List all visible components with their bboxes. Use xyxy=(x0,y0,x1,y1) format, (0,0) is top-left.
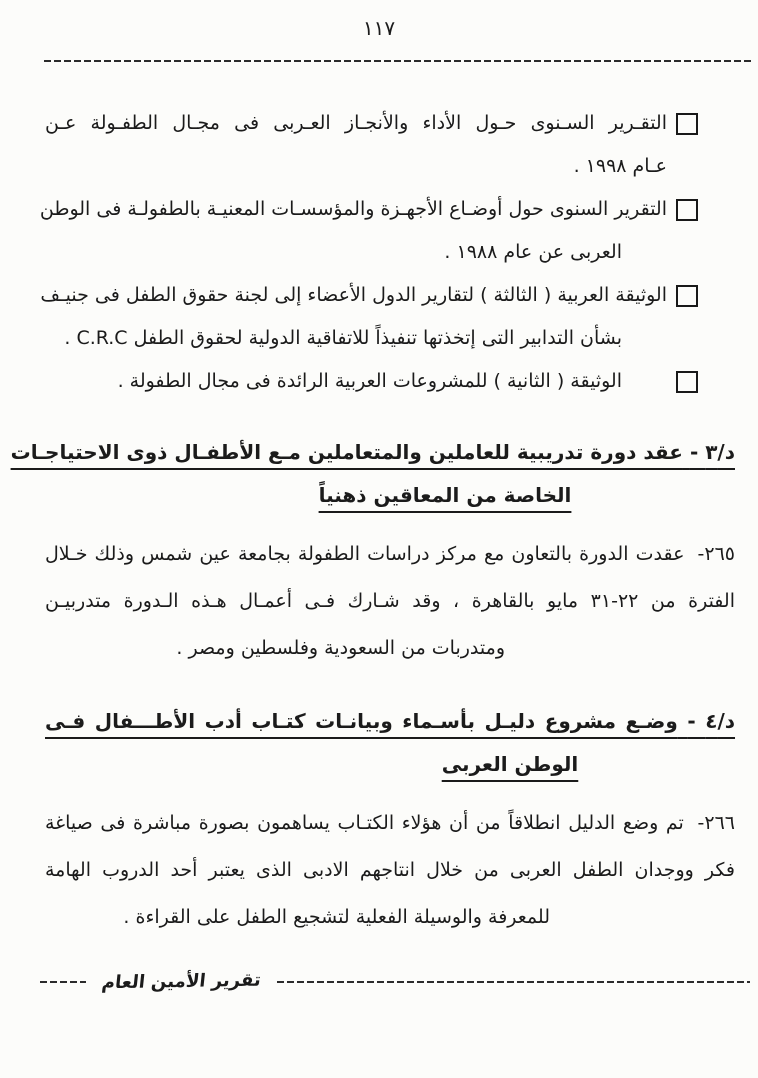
paragraph-line: ومتدربات من السعودية وفلسطين ومصر . xyxy=(176,637,505,659)
paragraph-line: الفترة من ٢٢-٣١ مايو بالقاهرة ، وقد شـارك فـى أعمـال هـذه الـدورة متدربيـن xyxy=(45,590,735,612)
bullet-line: الوثيقة العربية ( الثالثة ) لتقارير الدول الأعضاء إلى لجنة حقوق الطفل فى جنيـف xyxy=(40,284,667,306)
bullet-text xyxy=(39,188,667,274)
checkbox-icon xyxy=(676,371,698,393)
paragraph-number: ٢٦٥- xyxy=(697,543,735,565)
header-divider xyxy=(44,60,752,62)
bullet-line: عـام ١٩٩٨ . xyxy=(573,155,667,177)
bullet-text xyxy=(45,360,667,403)
heading-line: الوطن العربى xyxy=(441,752,579,776)
numbered-paragraph xyxy=(45,800,735,941)
checkbox-icon xyxy=(676,113,698,135)
heading-line: الخاصة من المعاقين ذهنياً xyxy=(318,483,572,507)
section-heading xyxy=(10,431,735,517)
checkbox-icon xyxy=(676,199,698,221)
page-footer xyxy=(40,971,750,992)
checkbox-icon xyxy=(676,285,698,307)
bullet-text xyxy=(45,102,667,188)
paragraph-text: عقدت الدورة بالتعاون مع مركز دراسات الطفولة بجامعة عين شمس وذلك خـلال xyxy=(45,543,685,565)
paragraph-number: ٢٦٦- xyxy=(697,812,736,834)
paragraph-line xyxy=(45,531,735,578)
paragraph-text: تم وضع الدليل انطلاقاً من أن هؤلاء الكتـاب يساهمون بصورة مباشرة فى صياغة xyxy=(45,812,684,834)
paragraph-line: فكر ووجدان الطفل العربى من خلال انتاجهم الادبى الذى يعتبر أحد الدروب الهامة xyxy=(45,859,735,881)
bullet-line: التقرير السنوى حول أوضـاع الأجهـزة والمؤسسـات المعنيـة بالطفولـة فى الوطن xyxy=(39,198,667,220)
footer-signature-label: تقرير الأمين العام xyxy=(100,969,262,994)
heading-line xyxy=(10,431,735,474)
heading-text: وضـع مشروع دليـل بأسـماء وبيانـات كتـاب أدب الأطـــفال فـى xyxy=(45,709,678,733)
heading-index: د/٤ - xyxy=(687,709,736,733)
footer-rule xyxy=(277,981,750,983)
section-heading xyxy=(45,700,735,786)
paragraph-line xyxy=(45,800,735,847)
bullet-line: الوثيقة ( الثانية ) للمشروعات العربية الرائدة فى مجال الطفولة . xyxy=(117,370,622,392)
paragraph-line: للمعرفة والوسيلة الفعلية لتشجيع الطفل على القراءة . xyxy=(123,906,550,928)
bullet-line: التقـرير السـنوى حـول الأداء والأنجـاز العـربى فى مجـال الطفـولة عـن xyxy=(45,112,667,134)
numbered-paragraph xyxy=(45,531,735,672)
bullet-list xyxy=(39,102,698,403)
heading-index: د/٣ - xyxy=(689,440,735,464)
heading-text: عقد دورة تدريبية للعاملين والمتعاملين مـع الأطفـال ذوى الاحتياجـات xyxy=(10,440,683,464)
heading-line xyxy=(45,700,735,743)
bullet-line: بشأن التدابير التى إتخذتها تنفيذاً للاتفاقية الدولية لحقوق الطفل C.R.C . xyxy=(64,327,622,349)
list-item xyxy=(45,102,698,188)
footer-short-dash xyxy=(40,981,86,983)
list-item xyxy=(39,188,698,274)
bullet-line: العربى عن عام ١٩٨٨ . xyxy=(444,241,622,263)
list-item xyxy=(40,274,698,360)
bullet-text xyxy=(40,274,667,360)
page-number: ١١٧ xyxy=(362,16,396,40)
list-item xyxy=(45,360,698,403)
